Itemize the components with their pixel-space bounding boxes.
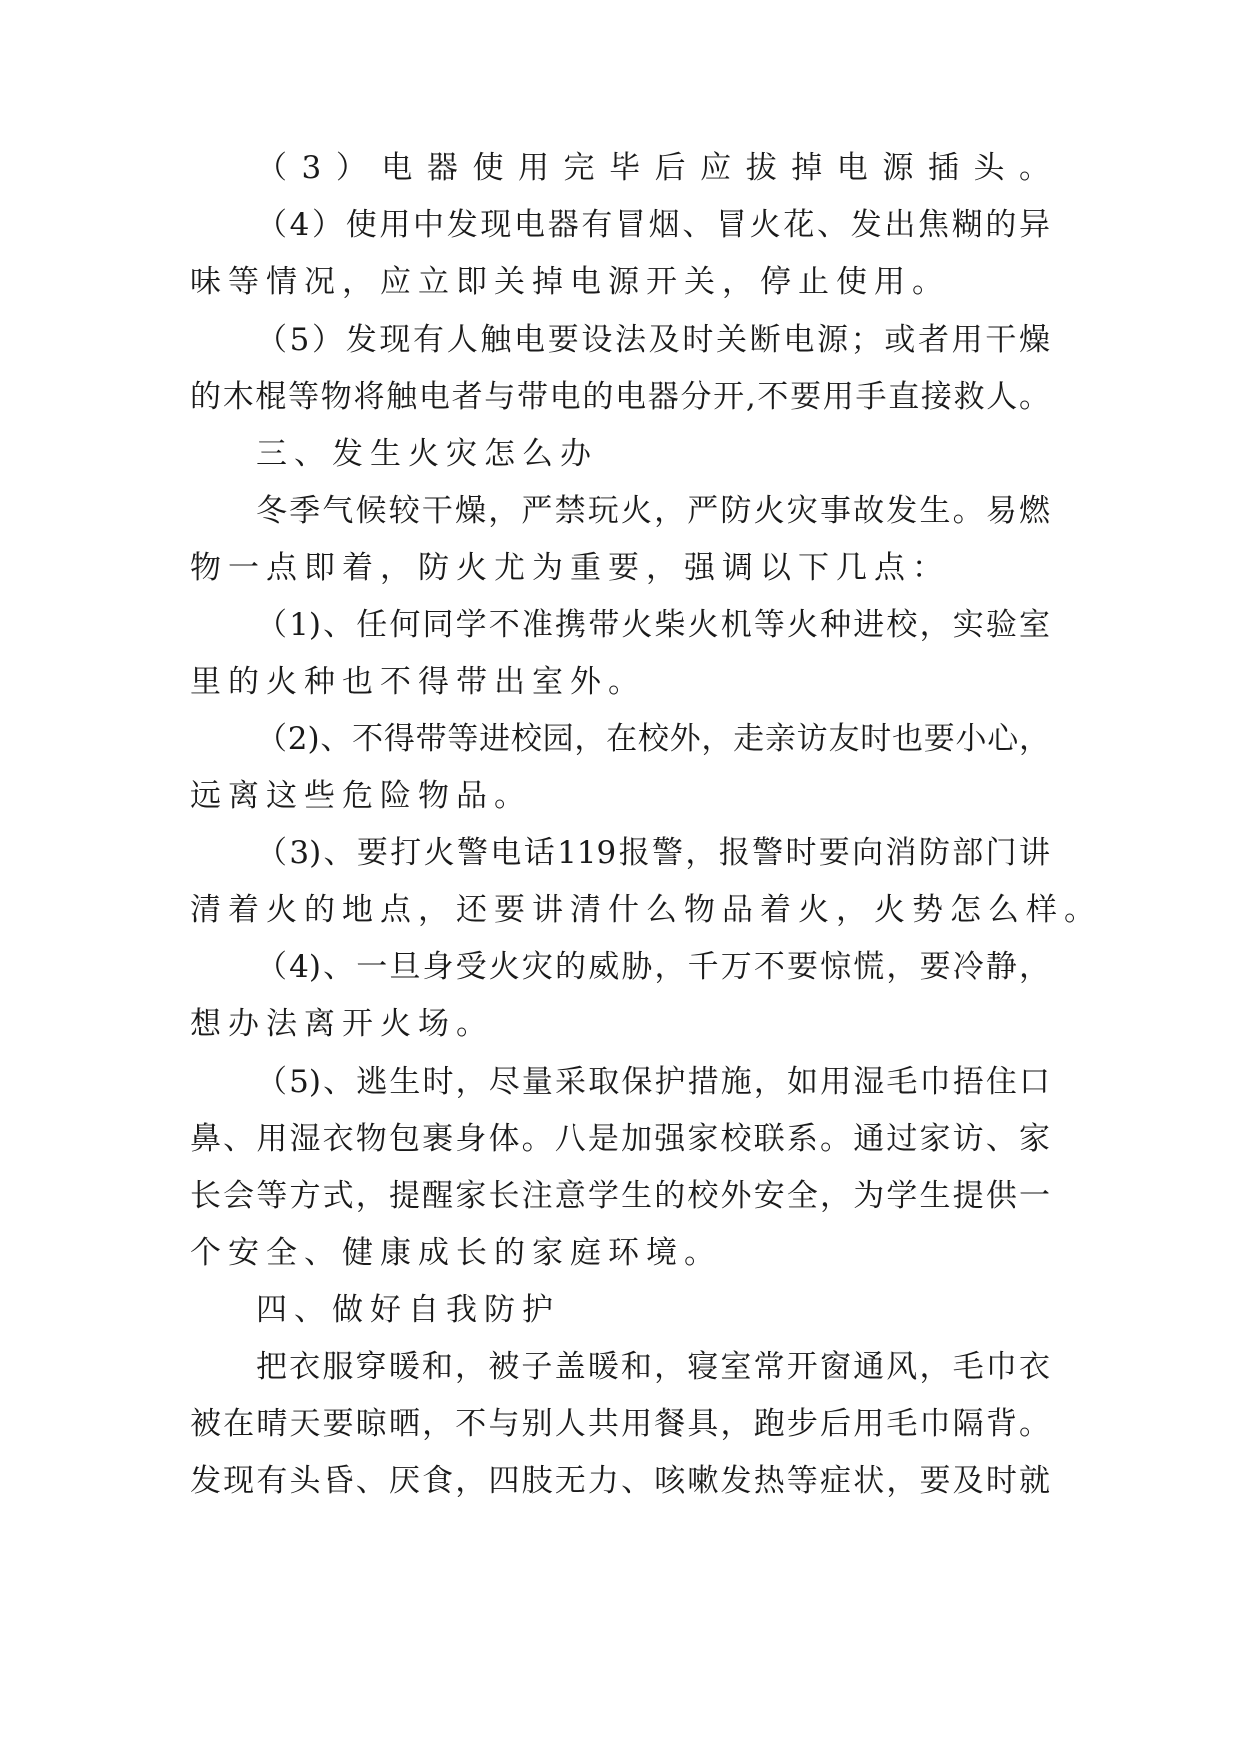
paragraph-line: 的木棍等物将触电者与带电的电器分开,不要用手直接救人。 xyxy=(190,379,1050,415)
paragraph-line: （2)、不得带等进校园，在校外，走亲访友时也要小心， xyxy=(256,721,1050,757)
paragraph-line: 个安全、健康成长的家庭环境。 xyxy=(190,1235,722,1271)
paragraph-line: 想办法离开火场。 xyxy=(190,1006,494,1042)
paragraph-line: 里的火种也不得带出室外。 xyxy=(190,664,646,700)
paragraph-line: 把衣服穿暖和，被子盖暖和，寝室常开窗通风，毛巾衣 xyxy=(256,1349,1050,1385)
paragraph-line: （3）电器使用完毕后应拔掉电源插头。 xyxy=(256,150,1050,186)
paragraph-line: （5）发现有人触电要设法及时关断电源；或者用干燥 xyxy=(256,322,1050,358)
paragraph-line: 冬季气候较干燥，严禁玩火，严防火灾事故发生。易燃 xyxy=(256,493,1050,529)
paragraph-line: 物一点即着，防火尤为重要，强调以下几点： xyxy=(190,550,950,586)
paragraph-line: 味等情况，应立即关掉电源开关，停止使用。 xyxy=(190,264,950,300)
paragraph-line: 清着火的地点，还要讲清什么物品着火，火势怎么样。 xyxy=(190,892,1102,928)
section-heading: 三、发生火灾怎么办 xyxy=(256,436,598,472)
paragraph-line: 长会等方式，提醒家长注意学生的校外安全，为学生提供一 xyxy=(190,1178,1050,1214)
paragraph-line: （5)、逃生时，尽量采取保护措施，如用湿毛巾捂住口 xyxy=(256,1064,1050,1100)
paragraph-line: （4）使用中发现电器有冒烟、冒火花、发出焦糊的异 xyxy=(256,207,1050,243)
paragraph-line: （1)、任何同学不准携带火柴火机等火种进校，实验室 xyxy=(256,607,1050,643)
paragraph-line: （3)、要打火警电话119报警，报警时要向消防部门讲 xyxy=(256,835,1050,871)
paragraph-line: 鼻、用湿衣物包裹身体。八是加强家校联系。通过家访、家 xyxy=(190,1121,1050,1157)
paragraph-line: 远离这些危险物品。 xyxy=(190,778,532,814)
paragraph-line: （4)、一旦身受火灾的威胁，千万不要惊慌，要冷静， xyxy=(256,949,1050,985)
paragraph-line: 发现有头昏、厌食，四肢无力、咳嗽发热等症状，要及时就 xyxy=(190,1463,1050,1499)
paragraph-line: 被在晴天要晾晒，不与别人共用餐具，跑步后用毛巾隔背。 xyxy=(190,1406,1050,1442)
section-heading: 四、做好自我防护 xyxy=(256,1292,560,1328)
